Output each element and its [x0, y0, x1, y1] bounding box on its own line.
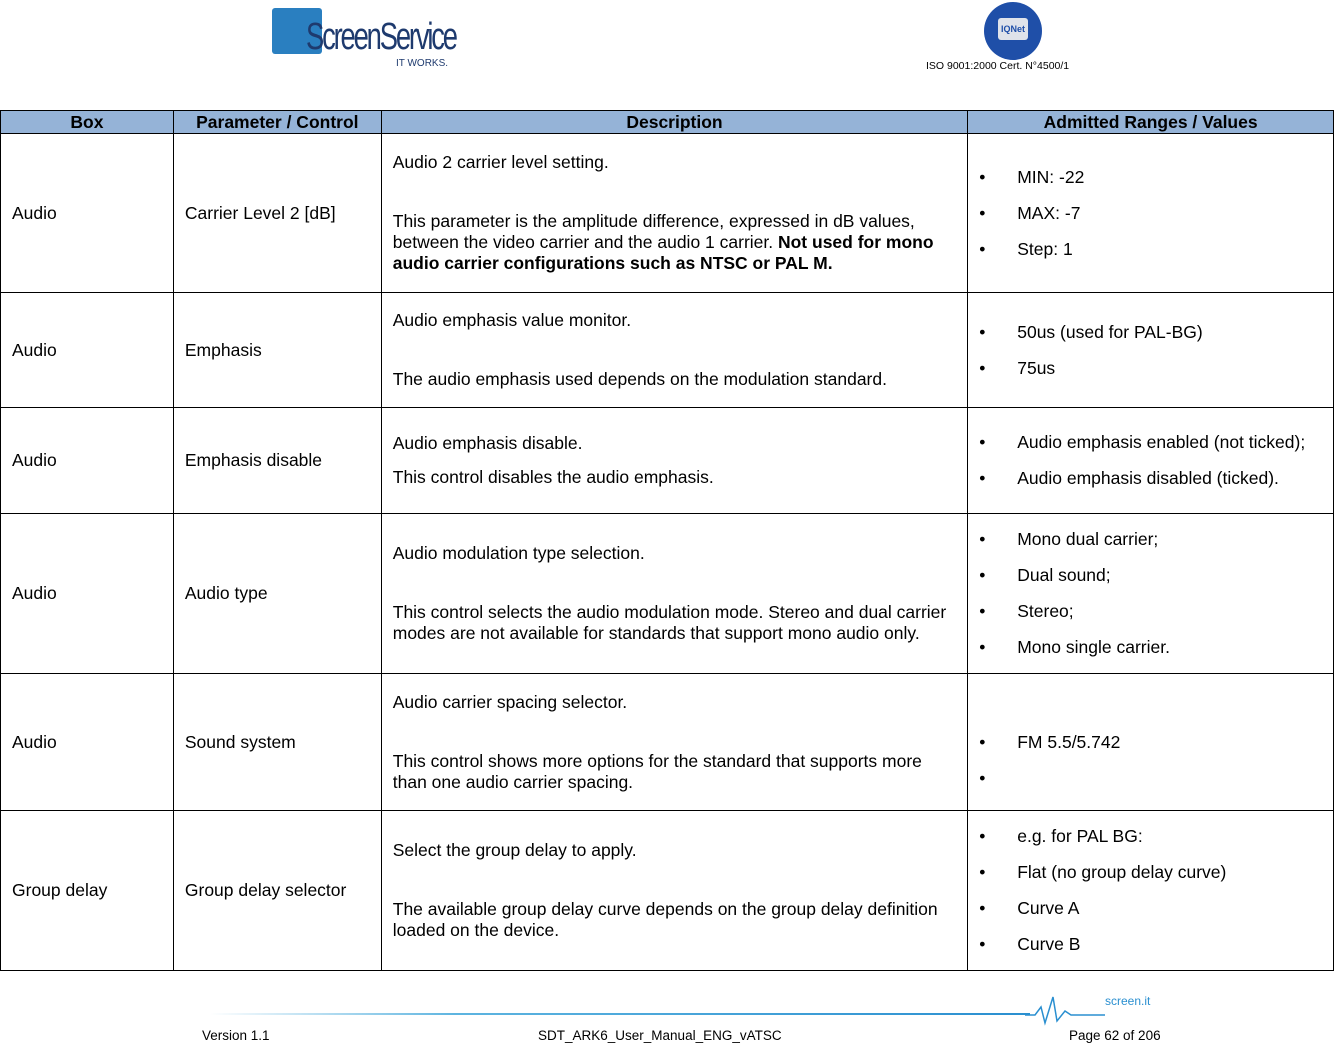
values-cell: [968, 514, 1334, 674]
values-cell: [968, 134, 1334, 293]
paragraph-gap: [393, 331, 956, 369]
paragraph-gap: [393, 861, 956, 899]
table-row: [1, 514, 1334, 674]
value-item: • FM 5.5/5.742: [979, 732, 1322, 753]
values-list: [979, 826, 1322, 955]
value-item: • 50us (used for PAL-BG): [979, 322, 1322, 343]
header-values: Admitted Ranges / Values: [968, 111, 1334, 134]
table-row: [1, 408, 1334, 514]
waveform-icon: [1025, 993, 1105, 1027]
description-text: Audio emphasis value monitor.: [392, 310, 632, 330]
description-paragraph: [393, 369, 956, 390]
description-text: This control selects the audio modulation mode. Stereo and dual carrier modes are not available for standards that support mono audio only.: [392, 602, 947, 643]
description-cell: [381, 134, 967, 293]
value-item: • Flat (no group delay curve): [979, 862, 1322, 883]
footer-line: [210, 1013, 1030, 1015]
header-box: Box: [1, 111, 174, 134]
description-text: The available group delay curve depends on the group delay definition loaded on the device.: [392, 899, 938, 940]
iqnet-cert-logo: [984, 2, 1042, 60]
parameter-cell: Group delay selector: [173, 811, 381, 971]
value-item: • Mono dual carrier;: [979, 529, 1322, 550]
value-item: • Audio emphasis disabled (ticked).: [979, 468, 1322, 489]
footer-brand: screen.it: [1105, 994, 1151, 1008]
values-list: [979, 732, 1322, 753]
table-row: [1, 811, 1334, 971]
value-item: • Step: 1: [979, 239, 1322, 260]
values-list: [979, 529, 1322, 658]
box-cell: Audio: [1, 134, 174, 293]
description-paragraph: [393, 602, 956, 644]
parameter-cell: Sound system: [173, 674, 381, 811]
footer-page-number: Page 62 of 206: [1069, 1028, 1161, 1043]
description-cell: [381, 408, 967, 514]
logo-text: ScreenService: [306, 16, 456, 58]
value-item: • e.g. for PAL BG:: [979, 826, 1322, 847]
description-bold-text: Not used for mono audio carrier configurations such as NTSC or PAL M.: [392, 232, 934, 273]
description-paragraph: [393, 467, 956, 488]
parameters-table: [0, 110, 1334, 971]
values-cell: [968, 811, 1334, 971]
footer-version: Version 1.1: [202, 1028, 270, 1043]
description-text: This parameter is the amplitude difference, expressed in dB values, between the video carrier and the audio 1 carrier.: [392, 211, 915, 252]
description-text: This control disables the audio emphasis.: [392, 467, 714, 487]
value-item: • Stereo;: [979, 601, 1322, 622]
parameter-cell: Carrier Level 2 [dB]: [173, 134, 381, 293]
description-text: Select the group delay to apply.: [392, 840, 637, 860]
description-paragraph: [393, 152, 956, 173]
value-item: • Audio emphasis enabled (not ticked);: [979, 432, 1322, 453]
description-paragraph: [393, 211, 956, 274]
value-item: • MAX: -7: [979, 203, 1322, 224]
parameter-cell: Audio type: [173, 514, 381, 674]
table-row: [1, 293, 1334, 408]
values-list: [979, 167, 1322, 260]
description-paragraph: [393, 751, 956, 793]
paragraph-gap: [393, 454, 956, 467]
box-cell: Audio: [1, 408, 174, 514]
paragraph-gap: [393, 564, 956, 602]
description-paragraph: [393, 692, 956, 713]
values-list: [979, 322, 1322, 379]
cert-text: ISO 9001:2000 Cert. N°4500/1: [926, 60, 1070, 72]
table-row: [1, 134, 1334, 293]
value-item: • MIN: -22: [979, 167, 1322, 188]
box-cell: Audio: [1, 674, 174, 811]
description-cell: [381, 674, 967, 811]
description-paragraph: [393, 310, 956, 331]
value-item: • Curve B: [979, 934, 1322, 955]
values-cell: [968, 293, 1334, 408]
description-paragraph: [393, 899, 956, 941]
description-text: Audio 2 carrier level setting.: [392, 152, 609, 172]
parameter-cell: Emphasis disable: [173, 408, 381, 514]
cert-logo-text: IQNet: [998, 18, 1028, 40]
footer-doc-name: SDT_ARK6_User_Manual_ENG_vATSC: [538, 1028, 782, 1043]
values-cell: [968, 408, 1334, 514]
box-cell: Audio: [1, 514, 174, 674]
box-cell: Audio: [1, 293, 174, 408]
description-paragraph: [393, 543, 956, 564]
description-text: Audio carrier spacing selector.: [392, 691, 628, 712]
value-item: • Dual sound;: [979, 565, 1322, 586]
description-cell: [381, 293, 967, 408]
description-cell: [381, 811, 967, 971]
value-item: • 75us: [979, 358, 1322, 379]
paragraph-gap: [393, 713, 956, 751]
description-paragraph: [393, 840, 956, 861]
parameter-cell: Emphasis: [173, 293, 381, 408]
description-text: Audio emphasis disable.: [392, 433, 583, 453]
description-text: The audio emphasis used depends on the modulation standard.: [392, 369, 887, 389]
header-description: Description: [381, 111, 967, 134]
paragraph-gap: [393, 173, 956, 211]
table-row: [1, 674, 1334, 811]
description-text: Audio modulation type selection.: [392, 543, 645, 563]
value-item: • Curve A: [979, 898, 1322, 919]
header-parameter: Parameter / Control: [173, 111, 381, 134]
values-list: [979, 432, 1322, 489]
value-item: • Mono single carrier.: [979, 637, 1322, 658]
box-cell: Group delay: [1, 811, 174, 971]
values-cell: [968, 674, 1334, 811]
description-paragraph: [393, 433, 956, 454]
description-text: This control shows more options for the standard that supports more than one audio carrier spacing.: [392, 750, 922, 792]
logo-tagline: IT WORKS.: [396, 58, 449, 69]
screenservice-logo: [272, 8, 457, 72]
description-cell: [381, 514, 967, 674]
table-header-row: [1, 111, 1334, 134]
